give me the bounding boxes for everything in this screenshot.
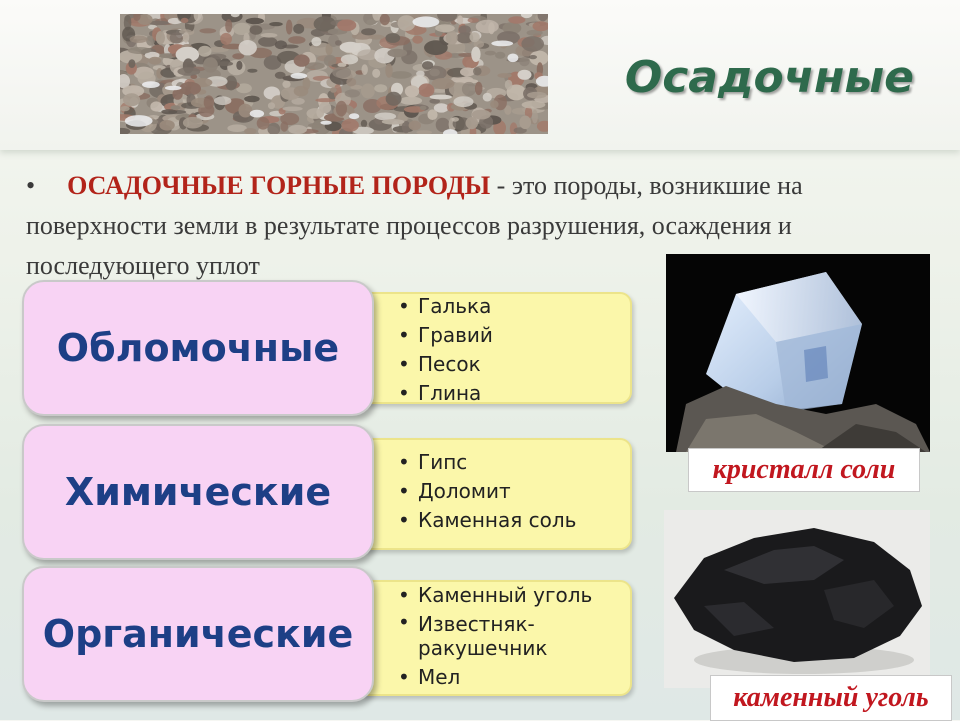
list-item: • Каменная соль [358, 506, 630, 535]
bullet-icon: • [26, 171, 36, 200]
category-label: Обломочные [56, 326, 340, 370]
page-title: Осадочные [624, 52, 914, 103]
category-label: Органические [42, 612, 354, 656]
salt-caption: кристалл соли [688, 448, 920, 492]
salt-crystal-photo [666, 254, 930, 452]
list-item: • Мел [358, 663, 630, 692]
list-item: • Доломит [358, 477, 630, 506]
category-organic [22, 566, 374, 702]
definition-term: ОСАДОЧНЫЕ ГОРНЫЕ ПОРОДЫ [67, 171, 491, 200]
list-item: • Известняк-ракушечник [358, 610, 630, 663]
category-clastic [22, 280, 374, 416]
category-chemical [22, 424, 374, 560]
list-item: • Гипс [358, 448, 630, 477]
coal-photo [664, 510, 930, 688]
pebbles-image [120, 14, 548, 134]
clastic-items-box [356, 292, 632, 404]
list-item: • Галька [358, 292, 630, 321]
list-item: • Каменный уголь [358, 581, 630, 610]
coal-caption: каменный уголь [710, 675, 952, 721]
list-item: • Глина [358, 379, 630, 408]
chemical-items-box [356, 438, 632, 550]
list-item: • Гравий [358, 321, 630, 350]
list-item: • Песок [358, 350, 630, 379]
definition-text: - это породы, возникшие на поверхности земли в результате процессов разрушения, осаждения и последующего уплот [26, 171, 803, 280]
category-label: Химические [64, 470, 332, 514]
organic-items-box [356, 580, 632, 696]
